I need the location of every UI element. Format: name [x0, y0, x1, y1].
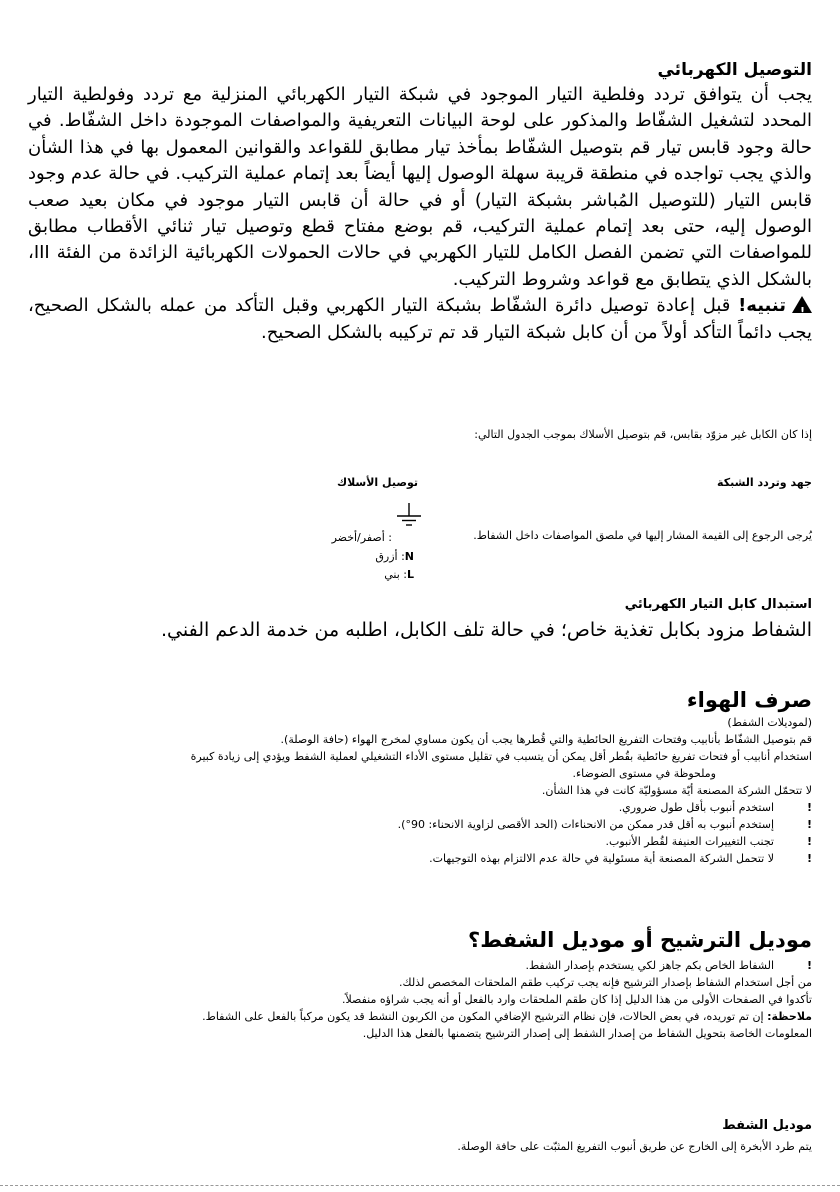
section-title-filter-or-extraction: موديل الترشيح أو موديل الشفط؟: [468, 928, 812, 952]
wiring-note: إذا كان الكابل غير مزوّد بقابس، قم بتوصيل الأسلاك بموجب الجدول التالي:: [474, 428, 812, 441]
list-item: [28, 799, 812, 816]
column-header-wire-connection: توصيل الأسلاك: [336, 476, 418, 489]
air-extraction-body: [28, 714, 812, 867]
wire-neutral-row: [375, 548, 414, 565]
list-item-text: لا تتحمل الشركة المصنعة أية مسئولية في حالة عدم الالتزام بهذه التوجيهات.: [429, 852, 774, 865]
extraction-model-text: يتم طرد الأبخرة إلى الخارج عن طريق أنبوب التفريغ المثبّت على حافة الوصلة.: [457, 1140, 812, 1153]
air-extraction-line-1: قم بتوصيل الشفّاط بأنابيب وفتحات التفريغ الحائطية والتي قُطرها يجب أن يكون مساوي لمخرج الهواء (حافة الوصلة).: [280, 733, 812, 746]
list-item-text: الشفاط الخاص بكم جاهز لكي يستخدم بإصدار الشفط.: [525, 959, 774, 972]
section-title-cable-replacement: استبدال كابل التيار الكهربائي: [624, 597, 812, 612]
paragraph-text: يجب أن يتوافق تردد وفلطية التيار الموجود في شبكة التيار الكهربائي المنزلية مع تردد وفولطية التيار المحدد لتشغيل الشفّاط والمذكور على لوحة البيانات التعريفية والمواصفات الموجودة داخل الشفّاط. في حالة وجود قابس تيار قم بتوصيل الشفّاط بمأخذ تيار مطابق للقواعد والقوانين المعمول بها في هذا الشأن والذي يجب تواجده في منطقة قريبة سهلة الوصول إليها أيضاً بعد إتمام عملية التركيب. في حالة عدم وجود قابس التيار (للتوصيل المُباشر بشبكة التيار) أو في حالة أن قابس التيار موجود في مكان بعيد صعب الوصول إليه، حتى بعد إتمام عملية التركيب، قم بوضع مفتاح قطع وتوصيل تيار ثنائي الأقطاب مطابق للمواصفات التي تضمن الفصل الكامل للتيار الكهربي في حالات الحمولات الكهربائية الزائدة من الفئة III، بالشكل الذي يتطابق مع قواعد وشروط التركيب.: [28, 84, 812, 290]
electrical-connection-paragraph: [28, 82, 812, 346]
exclamation-icon: !: [806, 835, 812, 848]
column-header-voltage-frequency: جهد وتردد الشبكة: [717, 476, 812, 489]
list-item-text: إستخدم أنبوب به أقل قدر ممكن من الانحناءات (الحد الأقصى لزاوية الانحناء: 90°).: [397, 818, 774, 831]
list-item: [28, 850, 812, 867]
section-title-air-extraction: صرف الهواء: [686, 688, 812, 712]
wire-l-text: : بني: [384, 568, 407, 581]
cable-replacement-text: الشفاط مزود بكابل تغذية خاص؛ في حالة تلف الكابل، اطلبه من خدمة الدعم الفني.: [161, 619, 812, 641]
list-item-text: استخدم أنبوب بأقل طول ضروري.: [618, 801, 774, 814]
voltage-frequency-text: يُرجى الرجوع إلى القيمة المشار إليها في ملصق المواصفات داخل الشفاط.: [473, 529, 812, 542]
wire-n-label: N: [404, 550, 414, 563]
warning-text: قبل إعادة توصيل دائرة الشفّاط بشبكة التيار الكهربي وقبل التأكد من عمله بالشكل الصحيح، يجب دائماً التأكد أولاً من أن كابل شبكة التيار قد تم تركيبه بالشكل الصحيح.: [28, 295, 812, 343]
warning-paragraph: [28, 293, 812, 346]
section-title-electrical-connection: التوصيل الكهربائي: [657, 60, 812, 80]
air-extraction-line-2: استخدام أنابيب أو فتحات تفريغ حائطية بقُطر أقل يمكن أن يتسبب في تقليل مستوى الأداء التشغيلي لعملية الشفط ويؤدي إلى زيادة كبيرة: [190, 750, 812, 763]
wire-ground-text: : أصفر/أخضر: [331, 531, 392, 544]
filter-line-3: تأكدوا في الصفحات الأولى من هذا الدليل إذا كان طقم الملحقات وارد بالفعل أو أنه يجب شراؤه منفصلاً.: [341, 993, 812, 1006]
note-text: إن تم توريده، في بعض الحالات، فإن نظام الترشيح الإضافي المكون من الكربون النشط قد يكون مركباً بالفعل على الشفاط.: [202, 1010, 768, 1023]
exclamation-icon: !: [806, 818, 812, 831]
warning-triangle-icon: [792, 296, 812, 313]
air-extraction-subtitle: (لموديلات الشفط): [727, 716, 812, 729]
filter-line-2: من أجل استخدام الشفاط بإصدار الترشيح فإنه يجب تركيب طقم الملحقات المخصص لذلك.: [399, 976, 812, 989]
warning-label: تنبيه!: [738, 295, 786, 317]
note-label: ملاحظة:: [767, 1010, 812, 1023]
ground-icon: [394, 503, 424, 529]
air-extraction-line-3: وملحوظة في مستوى الضوضاء.: [572, 767, 716, 780]
wire-n-text: : أزرق: [375, 550, 405, 563]
filter-or-extraction-body: [28, 957, 812, 1042]
list-item: [28, 816, 812, 833]
wire-live-row: [384, 566, 414, 583]
page-bottom-divider: [0, 1185, 840, 1188]
list-item: [28, 957, 812, 974]
list-item: [28, 833, 812, 850]
filter-line-5: المعلومات الخاصة بتحويل الشفاط من إصدار الشفط إلى إصدار الترشيح يتضمنها بالفعل هذا الدليل.: [362, 1027, 812, 1040]
exclamation-icon: !: [806, 852, 812, 865]
wire-l-label: L: [406, 568, 414, 581]
list-item-text: تجنب التغييرات العنيفة لقُطر الأنبوب.: [605, 835, 774, 848]
exclamation-icon: !: [806, 801, 812, 814]
exclamation-icon: !: [806, 959, 812, 972]
air-extraction-line-4: لا تتحمّل الشركة المصنعة أيّة مسؤوليّة كانت في هذا الشأن.: [541, 784, 812, 797]
section-title-extraction-model: موديل الشفط: [722, 1118, 812, 1133]
filter-note: [28, 1008, 812, 1025]
